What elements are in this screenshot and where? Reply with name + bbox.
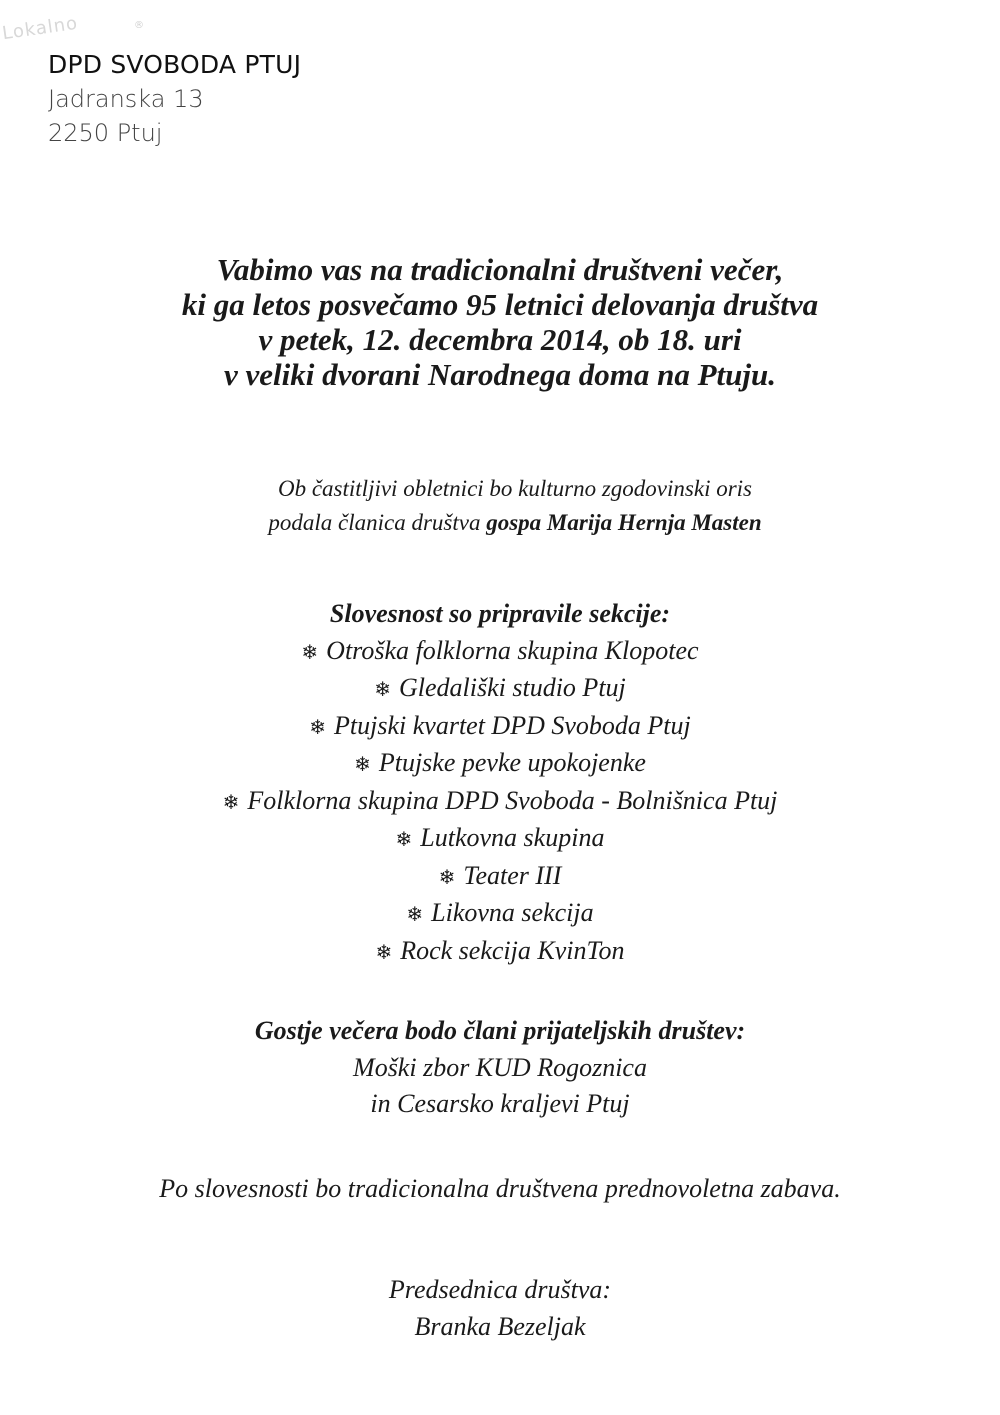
invitation-headline: [0, 252, 1000, 392]
list-item: [0, 783, 1000, 821]
list-item: [0, 708, 1000, 746]
note-line-prefix: podala članica društva: [268, 510, 487, 535]
guest-line: in Cesarsko kraljevi Ptuj: [370, 1089, 630, 1118]
list-item: [0, 820, 1000, 858]
snowflake-icon: ❄: [375, 939, 393, 964]
list-item: [0, 633, 1000, 671]
list-item: [0, 933, 1000, 971]
section-name: Lutkovna skupina: [420, 823, 605, 852]
party-note: Po slovesnosti bo tradicionalna društvena prednovoletna zabava.: [159, 1174, 841, 1203]
watermark-logo: Lokalno: [0, 12, 80, 45]
section-name: Likovna sekcija: [431, 898, 594, 927]
sections-list: [0, 596, 1000, 970]
section-name: Teater III: [463, 860, 562, 890]
anniversary-note: [0, 472, 1000, 540]
signature-role: Predsednica društva:: [388, 1275, 612, 1304]
watermark-registered-mark: ®: [134, 20, 144, 31]
snowflake-icon: ❄: [354, 752, 371, 776]
section-name: Ptujske pevke upokojenke: [378, 748, 646, 777]
guests-block: [0, 1013, 1000, 1123]
list-item: [0, 745, 1000, 783]
section-name: Gledališki studio Ptuj: [399, 673, 626, 702]
sender-organization: DPD SVOBODA PTUJ: [48, 50, 302, 79]
sender-city: 2250 Ptuj: [48, 119, 163, 147]
list-item: [0, 670, 1000, 708]
snowflake-icon: ❄: [309, 714, 327, 739]
guest-line: Moški zbor KUD Rogoznica: [353, 1052, 647, 1082]
headline-line: Vabimo vas na tradicionalni društveni večer,: [216, 252, 784, 287]
note-line: [30, 506, 1000, 540]
section-name: Folklorna skupina DPD Svoboda - Bolnišnica Ptuj: [247, 785, 778, 815]
sections-title: Slovesnost so pripravile sekcije:: [329, 599, 671, 628]
headline-line: v petek, 12. decembra 2014, ob 18. uri: [258, 322, 742, 357]
section-name: Ptujski kvartet DPD Svoboda Ptuj: [334, 710, 691, 740]
snowflake-icon: ❄: [395, 827, 413, 851]
headline-line: ki ga letos posvečamo 95 letnici delovanja društva: [181, 287, 819, 322]
list-item: [0, 858, 1000, 896]
snowflake-icon: ❄: [301, 639, 319, 664]
snowflake-icon: ❄: [438, 864, 456, 889]
list-item: [0, 895, 1000, 933]
headline-line: v veliki dvorani Narodnega doma na Ptuju.: [224, 357, 776, 392]
signature-block: [0, 1271, 1000, 1345]
section-name: Rock sekcija KvinTon: [400, 935, 625, 965]
section-name: Otroška folklorna skupina Klopotec: [326, 635, 699, 665]
guests-title: Gostje večera bodo člani prijateljskih društev:: [254, 1016, 746, 1045]
snowflake-icon: ❄: [374, 677, 391, 701]
sender-street: Jadranska 13: [48, 85, 204, 113]
snowflake-icon: ❄: [406, 902, 424, 926]
note-line: Ob častitljivi obletnici bo kulturno zgodovinski oris: [277, 476, 752, 501]
snowflake-icon: ❄: [222, 789, 240, 814]
signature-name: Branka Bezeljak: [414, 1312, 586, 1341]
speaker-name: gospa Marija Hernja Masten: [486, 510, 762, 535]
sender-address-block: [48, 48, 301, 150]
